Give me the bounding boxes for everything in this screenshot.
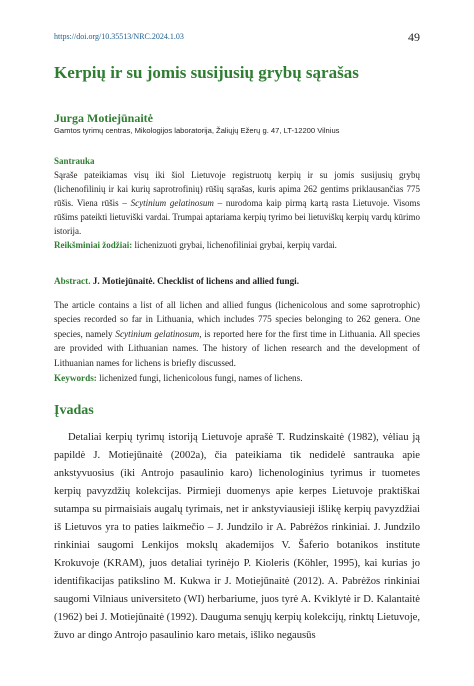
abstract-text-part1: The article contains a list of all lichen and allied fungus (lichenicolous and some saprotrophic) species recorded so far in Lithuania, which includes 775 species belonging to 262 genera. One species, namely (54, 299, 420, 339)
santrauka-keywords-label: Reikšminiai žodžiai: (54, 240, 133, 250)
intro-paragraph: Detaliai kerpių tyrimų istoriją Lietuvoje aprašė T. Rudzinskaitė (1982), vėliau ją papildė J. Motiejūnaitė (2002a), čia pateikiama tik nedidelė santrauka apie ankstyvuosius (iki Antrojo pasaulinio karo) lichenologinius tyrimus ir tuometes kerpių pavyzdžių kolekcijas. Pirmieji duomenys apie kerpes Lietuvoje praktiškai sutampa su pirmaisiais augalų tyrimais, net ir ankstyviausieji išlikę kerpių pavyzdžiai iš Lietuvos yra to paties laikmečio – J. Jundzilo ir A. Pabrėžos rinkiniai. J. Jundzilo rinkiniai saugomi Lenkijos mokslų akademijos V. Šaferio botanikos institute Krokuvoje (KRAM), juos detaliai tyrinėjo P. Kioleris (Köhler, 1995), kai kurias jo identifikacijas patikslino M. Kukwa ir J. Motiejūnaitė (2012). A. Pabrėžos rinkiniai saugomi Vilniaus universiteto (WI) herbariume, juos tyrė A. Kviklytė ir D. Kalantaitė (1962) bei J. Motiejūnaitė (1992). Dauguma senųjų kerpių kolekcijų, rinktų Lietuvoje, žuvo ar dingo Antrojo pasaulinio karo metais, išliko negausūs (54, 432, 420, 641)
abstract-label: Abstract. (54, 276, 91, 286)
abstract-heading (54, 274, 420, 289)
abstract-keywords (54, 371, 420, 386)
running-header (54, 30, 420, 50)
santrauka-text (54, 168, 420, 238)
abstract-keywords-label: Keywords: (54, 372, 97, 383)
doi-link[interactable]: https://doi.org/10.35513/NRC.2024.1.03 (54, 32, 184, 41)
intro-section (54, 429, 420, 645)
abstract-keywords-text: lichenized fungi, lichenicolous fungi, names of lichens. (96, 372, 303, 383)
abstract-text (54, 298, 420, 371)
page-number: 49 (408, 30, 420, 44)
santrauka-species-name: Scytinium gelatinosum (130, 198, 214, 208)
santrauka-keywords-text: lichenizuoti grybai, lichenofiliniai grybai, kerpių vardai. (132, 240, 337, 250)
abstract-section (54, 274, 420, 385)
abstract-text-part2: , is reported here for the first time in Lithuania. All species are provided with Lithuanian names. The history of lichen research and the development of Lithuanian names for lichens is briefly discussed. (54, 328, 420, 368)
abstract-species-name: Scytinium gelatinosum (115, 328, 200, 339)
article-title: Kerpių ir su jomis susijusių grybų sąrašas (54, 63, 359, 82)
santrauka-heading: Santrauka (54, 156, 95, 166)
santrauka-text-part1: Sąraše pateikiamas visų iki šiol Lietuvoje registruotų kerpių ir su jomis susijusių grybų (lichenofilinių ir kai kurių saprotrofinių) rūšių sąrašas, kuris apima 262 gentims priklausančias 775 rūšis. Viena rūšis – (54, 170, 420, 208)
santrauka-section (54, 154, 420, 252)
author-affiliation: Gamtos tyrimų centras, Mikologijos laboratorija, Žaliųjų Ežerų g. 47, LT-12200 Vilnius (54, 126, 340, 135)
abstract-citation: J. Motiejūnaitė. Checklist of lichens and allied fungi. (90, 276, 300, 286)
santrauka-text-part2: – nurodoma kaip pirmą kartą rasta Lietuvoje. Visoms rūšims pateikti lietuviški vardai. Trumpai aptariama kerpių tyrimo bei lietuviškų kerpių vardų kūrimo istorija. (54, 198, 420, 236)
intro-heading: Įvadas (54, 403, 94, 418)
santrauka-keywords (54, 238, 420, 252)
author-name: Jurga Motiejūnaitė (54, 111, 153, 125)
